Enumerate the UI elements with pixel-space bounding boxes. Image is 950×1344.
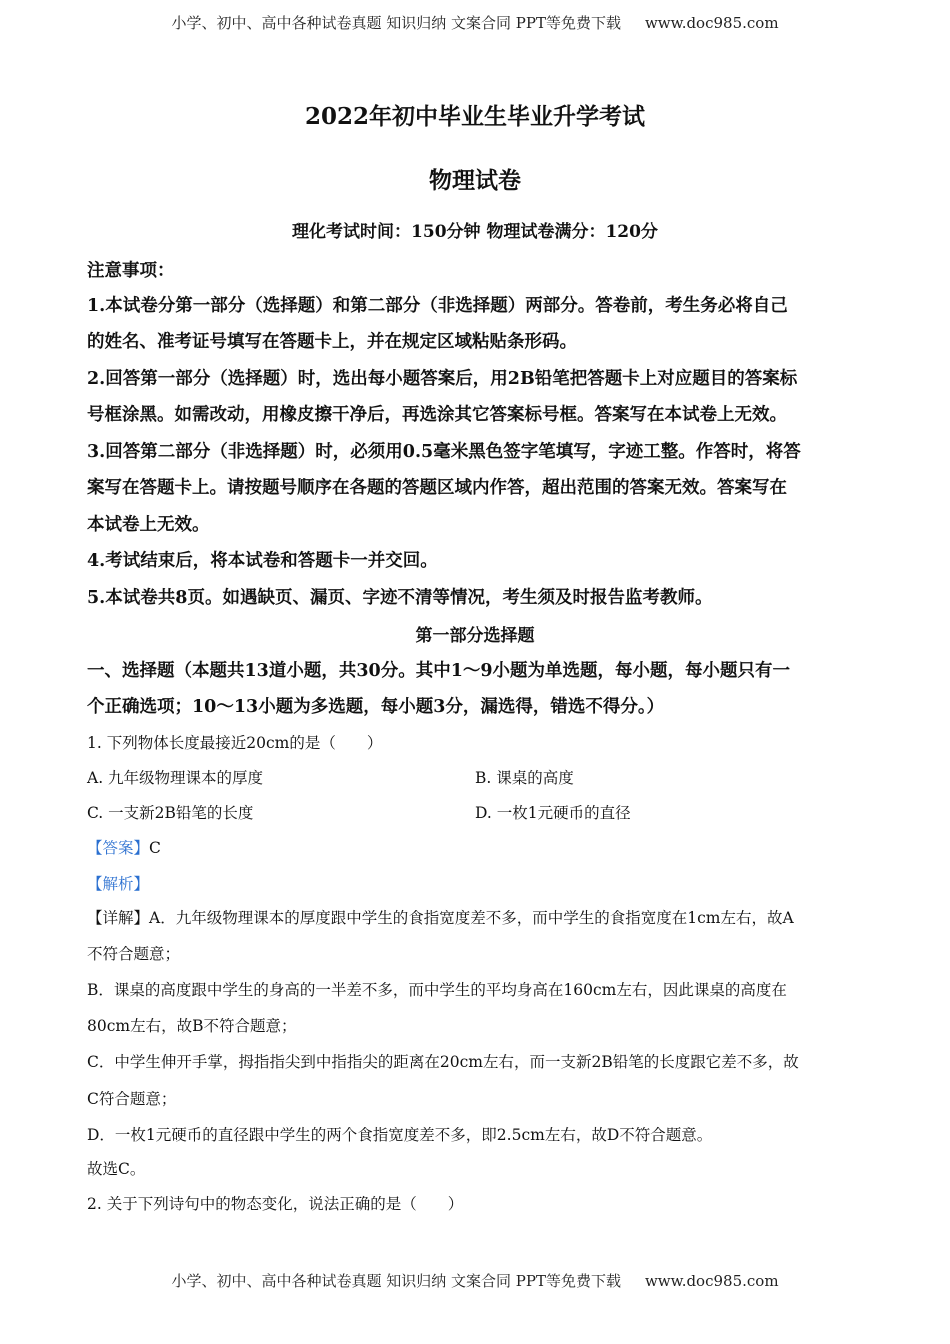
note-line: 号框涂黑。如需改动，用橡皮擦干净后，再选涂其它答案标号框。答案写在本试卷上无效。: [87, 405, 787, 425]
detail-line: C．中学生伸开手掌，拇指指尖到中指指尖的距离在20cm左右，而一支新2B铅笔的长度跟它差不多，故: [87, 1053, 799, 1071]
footer-text: 小学、初中、高中各种试卷真题 知识归纳 文案合同 PPT等免费下载: [171, 1272, 621, 1290]
answer-label: 【答案】: [87, 839, 150, 857]
note-line: 的姓名、准考证号填写在答题卡上，并在规定区域粘贴条形码。: [87, 332, 577, 352]
detail-line: B．课桌的高度跟中学生的身高的一半差不多，而中学生的平均身高在160cm左右，因此课桌的高度在: [87, 981, 787, 999]
analysis-label: 【解析】: [87, 875, 150, 893]
note-line: 1.本试卷分第一部分（选择题）和第二部分（非选择题）两部分。答卷前，考生务必将自己: [87, 296, 788, 316]
detail-line: D．一枚1元硬币的直径跟中学生的两个食指宽度差不多，即2.5cm左右，故D不符合题意。: [87, 1126, 713, 1144]
option-d: D. 一枚1元硬币的直径: [475, 804, 631, 822]
answer-value: C: [149, 839, 161, 857]
note-line: 3.回答第二部分（非选择题）时，必须用0.5毫米黑色签字笔填写，字迹工整。作答时，将答: [87, 442, 801, 462]
exam-info: 理化考试时间：150分钟 物理试卷满分：120分: [292, 222, 658, 242]
note-line: 5.本试卷共8页。如遇缺页、漏页、字迹不清等情况，考生须及时报告监考教师。: [87, 588, 713, 608]
section-heading: 一、选择题（本题共13道小题，共30分。其中1～9小题为单选题，每小题，每小题只有一: [87, 661, 791, 681]
exam-title: 2022年初中毕业生毕业升学考试: [304, 103, 645, 130]
note-line: 4.考试结束后，将本试卷和答题卡一并交回。: [87, 551, 438, 571]
option-c: C. 一支新2B铅笔的长度: [87, 804, 254, 822]
option-b: B. 课桌的高度: [475, 769, 574, 787]
note-line: 2.回答第一部分（选择题）时，选出每小题答案后，用2B铅笔把答题卡上对应题目的答案标: [87, 369, 798, 389]
page-footer: [0, 1270, 950, 1291]
detail-line: 不符合题意；: [87, 945, 181, 963]
note-line: 本试卷上无效。: [87, 515, 210, 535]
notes-heading: 注意事项：: [87, 261, 175, 281]
detail-line: 80cm左右，故B不符合题意；: [87, 1017, 297, 1035]
detail-label: 【详解】: [87, 909, 150, 927]
header-text: 小学、初中、高中各种试卷真题 知识归纳 文案合同 PPT等免费下载: [171, 14, 621, 32]
subject-title: 物理试卷: [429, 167, 521, 194]
section-heading: 个正确选项；10～13小题为多选题，每小题3分，漏选得，错选不得分。）: [87, 697, 665, 717]
detail-line: 故选C。: [87, 1160, 146, 1178]
detail-line: 【详解】A．九年级物理课本的厚度跟中学生的食指宽度差不多，而中学生的食指宽度在1cm左右，故A: [87, 909, 794, 927]
option-a: A. 九年级物理课本的厚度: [87, 769, 264, 787]
answer-line: [87, 836, 161, 858]
part-heading: 第一部分选择题: [415, 626, 535, 646]
header-site[interactable]: www.doc985.com: [644, 14, 779, 32]
page-header: [0, 12, 950, 33]
footer-site[interactable]: www.doc985.com: [644, 1272, 779, 1290]
question-1-stem: 1. 下列物体长度最接近20cm的是（ ）: [87, 734, 383, 752]
note-line: 案写在答题卡上。请按题号顺序在各题的答题区域内作答，超出范围的答案无效。答案写在: [87, 478, 787, 498]
detail-line: C符合题意；: [87, 1090, 177, 1108]
question-2-stem: 2. 关于下列诗句中的物态变化，说法正确的是（ ）: [87, 1195, 464, 1213]
